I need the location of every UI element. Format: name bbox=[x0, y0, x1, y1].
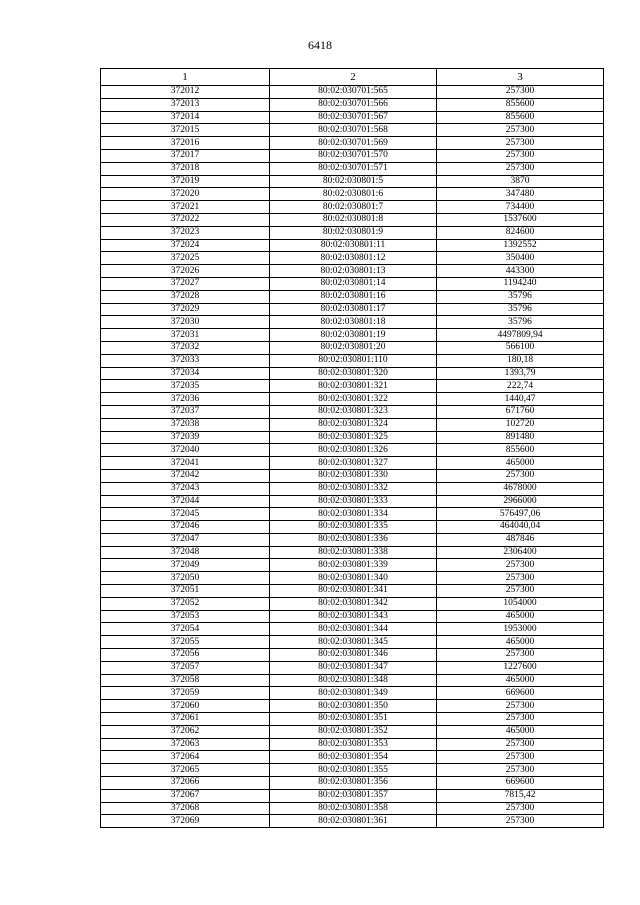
table-cell: 80:02:030801:354 bbox=[270, 751, 437, 764]
table-cell: 80:02:030701:567 bbox=[270, 111, 437, 124]
table-row bbox=[101, 457, 604, 470]
table-cell: 257300 bbox=[437, 738, 604, 751]
table-cell: 372068 bbox=[101, 802, 270, 815]
table-row bbox=[101, 213, 604, 226]
table-cell: 80:02:030701:570 bbox=[270, 149, 437, 162]
table-cell: 372059 bbox=[101, 687, 270, 700]
table-row bbox=[101, 444, 604, 457]
table-cell: 372046 bbox=[101, 521, 270, 534]
table-cell: 372061 bbox=[101, 713, 270, 726]
table-cell: 372051 bbox=[101, 585, 270, 598]
table-row bbox=[101, 738, 604, 751]
table-cell: 80:02:030801:347 bbox=[270, 661, 437, 674]
table-cell: 80:02:030801:349 bbox=[270, 687, 437, 700]
table-cell: 1392552 bbox=[437, 239, 604, 252]
table-row bbox=[101, 86, 604, 99]
table-cell: 80:02:030701:569 bbox=[270, 137, 437, 150]
table-row bbox=[101, 700, 604, 713]
table-cell: 1393,79 bbox=[437, 367, 604, 380]
table-cell: 257300 bbox=[437, 162, 604, 175]
table-row bbox=[101, 329, 604, 342]
table-cell: 257300 bbox=[437, 572, 604, 585]
table-cell: 80:02:030801:20 bbox=[270, 341, 437, 354]
table-cell: 372014 bbox=[101, 111, 270, 124]
table-cell: 257300 bbox=[437, 469, 604, 482]
table-cell: 372026 bbox=[101, 265, 270, 278]
table-row bbox=[101, 239, 604, 252]
table-cell: 80:02:030801:14 bbox=[270, 277, 437, 290]
table-cell: 257300 bbox=[437, 802, 604, 815]
table-cell: 80:02:030801:352 bbox=[270, 725, 437, 738]
table-cell: 35796 bbox=[437, 290, 604, 303]
table-cell: 257300 bbox=[437, 86, 604, 99]
table-cell: 576497,06 bbox=[437, 508, 604, 521]
table-cell: 669600 bbox=[437, 777, 604, 790]
table-cell: 372064 bbox=[101, 751, 270, 764]
column-header: 2 bbox=[270, 69, 437, 86]
table-cell: 80:02:030801:327 bbox=[270, 457, 437, 470]
table-cell: 80:02:030801:343 bbox=[270, 610, 437, 623]
header-row bbox=[101, 69, 604, 86]
table-cell: 372024 bbox=[101, 239, 270, 252]
table-row bbox=[101, 418, 604, 431]
table-cell: 80:02:030701:571 bbox=[270, 162, 437, 175]
table-cell: 465000 bbox=[437, 725, 604, 738]
table-cell: 1227600 bbox=[437, 661, 604, 674]
table-cell: 372017 bbox=[101, 149, 270, 162]
column-header: 1 bbox=[101, 69, 270, 86]
table-row bbox=[101, 162, 604, 175]
table-header bbox=[101, 69, 604, 86]
table-cell: 372015 bbox=[101, 124, 270, 137]
table-cell: 372013 bbox=[101, 98, 270, 111]
table-row bbox=[101, 111, 604, 124]
table-row bbox=[101, 431, 604, 444]
table-cell: 80:02:030801:340 bbox=[270, 572, 437, 585]
table-row bbox=[101, 789, 604, 802]
table-row bbox=[101, 380, 604, 393]
table-cell: 257300 bbox=[437, 700, 604, 713]
table-cell: 80:02:030801:324 bbox=[270, 418, 437, 431]
table-cell: 372054 bbox=[101, 623, 270, 636]
table-row bbox=[101, 175, 604, 188]
table-cell: 855600 bbox=[437, 98, 604, 111]
table-cell: 1440,47 bbox=[437, 393, 604, 406]
table-row bbox=[101, 149, 604, 162]
table-cell: 80:02:030801:320 bbox=[270, 367, 437, 380]
table-cell: 80:02:030801:321 bbox=[270, 380, 437, 393]
table-cell: 372057 bbox=[101, 661, 270, 674]
table-cell: 257300 bbox=[437, 137, 604, 150]
table-row bbox=[101, 367, 604, 380]
table-cell: 80:02:030801:13 bbox=[270, 265, 437, 278]
table-cell: 80:02:030801:356 bbox=[270, 777, 437, 790]
table-row bbox=[101, 124, 604, 137]
table-cell: 80:02:030801:323 bbox=[270, 405, 437, 418]
table-cell: 80:02:030701:568 bbox=[270, 124, 437, 137]
table-cell: 372037 bbox=[101, 405, 270, 418]
table-cell: 35796 bbox=[437, 316, 604, 329]
table-cell: 257300 bbox=[437, 713, 604, 726]
table-cell: 2966000 bbox=[437, 495, 604, 508]
table-cell: 80:02:030801:5 bbox=[270, 175, 437, 188]
table-cell: 180,18 bbox=[437, 354, 604, 367]
table-cell: 4497809,94 bbox=[437, 329, 604, 342]
table-cell: 372034 bbox=[101, 367, 270, 380]
table-cell: 257300 bbox=[437, 649, 604, 662]
table-cell: 257300 bbox=[437, 764, 604, 777]
table-cell: 257300 bbox=[437, 559, 604, 572]
table-cell: 372044 bbox=[101, 495, 270, 508]
table-row bbox=[101, 290, 604, 303]
table-cell: 80:02:030801:7 bbox=[270, 201, 437, 214]
table-cell: 80:02:030801:325 bbox=[270, 431, 437, 444]
table-cell: 734400 bbox=[437, 201, 604, 214]
table-cell: 80:02:030801:11 bbox=[270, 239, 437, 252]
table-cell: 465000 bbox=[437, 610, 604, 623]
table-cell: 80:02:030801:350 bbox=[270, 700, 437, 713]
table-row bbox=[101, 777, 604, 790]
table-cell: 80:02:030801:344 bbox=[270, 623, 437, 636]
table-cell: 35796 bbox=[437, 303, 604, 316]
table-row bbox=[101, 226, 604, 239]
table-row bbox=[101, 585, 604, 598]
table-cell: 465000 bbox=[437, 457, 604, 470]
table-row bbox=[101, 623, 604, 636]
table-cell: 372031 bbox=[101, 329, 270, 342]
table-cell: 824600 bbox=[437, 226, 604, 239]
table-cell: 80:02:030801:326 bbox=[270, 444, 437, 457]
table-cell: 372047 bbox=[101, 533, 270, 546]
table-cell: 443300 bbox=[437, 265, 604, 278]
table-cell: 855600 bbox=[437, 444, 604, 457]
table-cell: 671760 bbox=[437, 405, 604, 418]
table-row bbox=[101, 508, 604, 521]
table-cell: 80:02:030801:322 bbox=[270, 393, 437, 406]
table-cell: 372053 bbox=[101, 610, 270, 623]
table-cell: 80:02:030801:110 bbox=[270, 354, 437, 367]
table-cell: 102720 bbox=[437, 418, 604, 431]
table-cell: 487846 bbox=[437, 533, 604, 546]
table-cell: 80:02:030801:8 bbox=[270, 213, 437, 226]
table-cell: 372056 bbox=[101, 649, 270, 662]
table-row bbox=[101, 687, 604, 700]
table-cell: 372020 bbox=[101, 188, 270, 201]
table-row bbox=[101, 354, 604, 367]
table-cell: 80:02:030801:353 bbox=[270, 738, 437, 751]
table-row bbox=[101, 277, 604, 290]
table-cell: 80:02:030801:332 bbox=[270, 482, 437, 495]
table-cell: 372025 bbox=[101, 252, 270, 265]
table-row bbox=[101, 597, 604, 610]
table-row bbox=[101, 482, 604, 495]
table-cell: 80:02:030801:336 bbox=[270, 533, 437, 546]
table-cell: 372050 bbox=[101, 572, 270, 585]
table-cell: 372066 bbox=[101, 777, 270, 790]
table-row bbox=[101, 341, 604, 354]
table-row bbox=[101, 469, 604, 482]
registry-table bbox=[100, 68, 604, 828]
column-header: 3 bbox=[437, 69, 604, 86]
table-cell: 372012 bbox=[101, 86, 270, 99]
table-cell: 372063 bbox=[101, 738, 270, 751]
table-cell: 372065 bbox=[101, 764, 270, 777]
table-cell: 257300 bbox=[437, 585, 604, 598]
table-cell: 80:02:030801:333 bbox=[270, 495, 437, 508]
table-cell: 2306400 bbox=[437, 546, 604, 559]
table-cell: 372018 bbox=[101, 162, 270, 175]
table-row bbox=[101, 316, 604, 329]
table-cell: 80:02:030801:6 bbox=[270, 188, 437, 201]
table-row bbox=[101, 751, 604, 764]
table-cell: 372042 bbox=[101, 469, 270, 482]
table-cell: 372058 bbox=[101, 674, 270, 687]
table-cell: 372067 bbox=[101, 789, 270, 802]
table-cell: 372041 bbox=[101, 457, 270, 470]
table-cell: 372016 bbox=[101, 137, 270, 150]
table-cell: 3870 bbox=[437, 175, 604, 188]
table-cell: 222,74 bbox=[437, 380, 604, 393]
table-cell: 80:02:030801:358 bbox=[270, 802, 437, 815]
table-cell: 372055 bbox=[101, 636, 270, 649]
table-row bbox=[101, 802, 604, 815]
table-cell: 80:02:030801:361 bbox=[270, 815, 437, 828]
table-row bbox=[101, 725, 604, 738]
table-cell: 891480 bbox=[437, 431, 604, 444]
table-cell: 350400 bbox=[437, 252, 604, 265]
table-cell: 80:02:030801:334 bbox=[270, 508, 437, 521]
table-cell: 80:02:030801:18 bbox=[270, 316, 437, 329]
table-cell: 80:02:030701:565 bbox=[270, 86, 437, 99]
table-row bbox=[101, 521, 604, 534]
table-row bbox=[101, 815, 604, 828]
table-cell: 80:02:030801:355 bbox=[270, 764, 437, 777]
table-cell: 372069 bbox=[101, 815, 270, 828]
page-number: 6418 bbox=[308, 38, 332, 52]
table-row bbox=[101, 265, 604, 278]
table-cell: 80:02:030801:19 bbox=[270, 329, 437, 342]
table-cell: 465000 bbox=[437, 636, 604, 649]
table-cell: 855600 bbox=[437, 111, 604, 124]
table-cell: 80:02:030801:335 bbox=[270, 521, 437, 534]
table-row bbox=[101, 764, 604, 777]
table-row bbox=[101, 546, 604, 559]
table-cell: 1953000 bbox=[437, 623, 604, 636]
table-cell: 257300 bbox=[437, 751, 604, 764]
table-row bbox=[101, 610, 604, 623]
table-cell: 257300 bbox=[437, 149, 604, 162]
table-cell: 372045 bbox=[101, 508, 270, 521]
table-row bbox=[101, 636, 604, 649]
table-cell: 257300 bbox=[437, 815, 604, 828]
table-row bbox=[101, 98, 604, 111]
table-cell: 566100 bbox=[437, 341, 604, 354]
table-row bbox=[101, 252, 604, 265]
table-cell: 372062 bbox=[101, 725, 270, 738]
table-row bbox=[101, 137, 604, 150]
table-cell: 372038 bbox=[101, 418, 270, 431]
table-cell: 1054000 bbox=[437, 597, 604, 610]
table-cell: 372052 bbox=[101, 597, 270, 610]
table-cell: 80:02:030801:346 bbox=[270, 649, 437, 662]
table-row bbox=[101, 405, 604, 418]
table-row bbox=[101, 713, 604, 726]
table-cell: 372022 bbox=[101, 213, 270, 226]
table-row bbox=[101, 661, 604, 674]
table-row bbox=[101, 393, 604, 406]
table-cell: 372049 bbox=[101, 559, 270, 572]
table-row bbox=[101, 559, 604, 572]
table-cell: 80:02:030801:351 bbox=[270, 713, 437, 726]
table-cell: 80:02:030801:9 bbox=[270, 226, 437, 239]
table-cell: 372028 bbox=[101, 290, 270, 303]
table-cell: 372039 bbox=[101, 431, 270, 444]
table-cell: 80:02:030801:330 bbox=[270, 469, 437, 482]
table-cell: 372021 bbox=[101, 201, 270, 214]
table-cell: 372033 bbox=[101, 354, 270, 367]
table-cell: 80:02:030801:16 bbox=[270, 290, 437, 303]
table-cell: 372040 bbox=[101, 444, 270, 457]
table-cell: 257300 bbox=[437, 124, 604, 137]
table-cell: 372035 bbox=[101, 380, 270, 393]
table-cell: 7815,42 bbox=[437, 789, 604, 802]
table-cell: 80:02:030801:12 bbox=[270, 252, 437, 265]
table-cell: 372023 bbox=[101, 226, 270, 239]
table-cell: 80:02:030801:348 bbox=[270, 674, 437, 687]
table-row bbox=[101, 674, 604, 687]
table-cell: 372043 bbox=[101, 482, 270, 495]
table-cell: 372029 bbox=[101, 303, 270, 316]
table-cell: 80:02:030801:342 bbox=[270, 597, 437, 610]
table-body bbox=[101, 86, 604, 828]
table-row bbox=[101, 201, 604, 214]
table-cell: 372048 bbox=[101, 546, 270, 559]
table-cell: 464040,04 bbox=[437, 521, 604, 534]
table-cell: 465000 bbox=[437, 674, 604, 687]
table-cell: 372030 bbox=[101, 316, 270, 329]
table-cell: 1194240 bbox=[437, 277, 604, 290]
table-cell: 80:02:030801:345 bbox=[270, 636, 437, 649]
table-cell: 80:02:030801:341 bbox=[270, 585, 437, 598]
table-cell: 372036 bbox=[101, 393, 270, 406]
table-cell: 4678000 bbox=[437, 482, 604, 495]
table-cell: 80:02:030701:566 bbox=[270, 98, 437, 111]
table-cell: 669600 bbox=[437, 687, 604, 700]
table-cell: 80:02:030801:357 bbox=[270, 789, 437, 802]
table-row bbox=[101, 188, 604, 201]
table-row bbox=[101, 649, 604, 662]
table-row bbox=[101, 495, 604, 508]
table-cell: 372027 bbox=[101, 277, 270, 290]
table-cell: 372019 bbox=[101, 175, 270, 188]
table-row bbox=[101, 303, 604, 316]
table-cell: 372060 bbox=[101, 700, 270, 713]
table-cell: 80:02:030801:338 bbox=[270, 546, 437, 559]
table-cell: 1537600 bbox=[437, 213, 604, 226]
table-cell: 347480 bbox=[437, 188, 604, 201]
table-row bbox=[101, 533, 604, 546]
table-cell: 80:02:030801:17 bbox=[270, 303, 437, 316]
table-cell: 80:02:030801:339 bbox=[270, 559, 437, 572]
table-cell: 372032 bbox=[101, 341, 270, 354]
table-row bbox=[101, 572, 604, 585]
